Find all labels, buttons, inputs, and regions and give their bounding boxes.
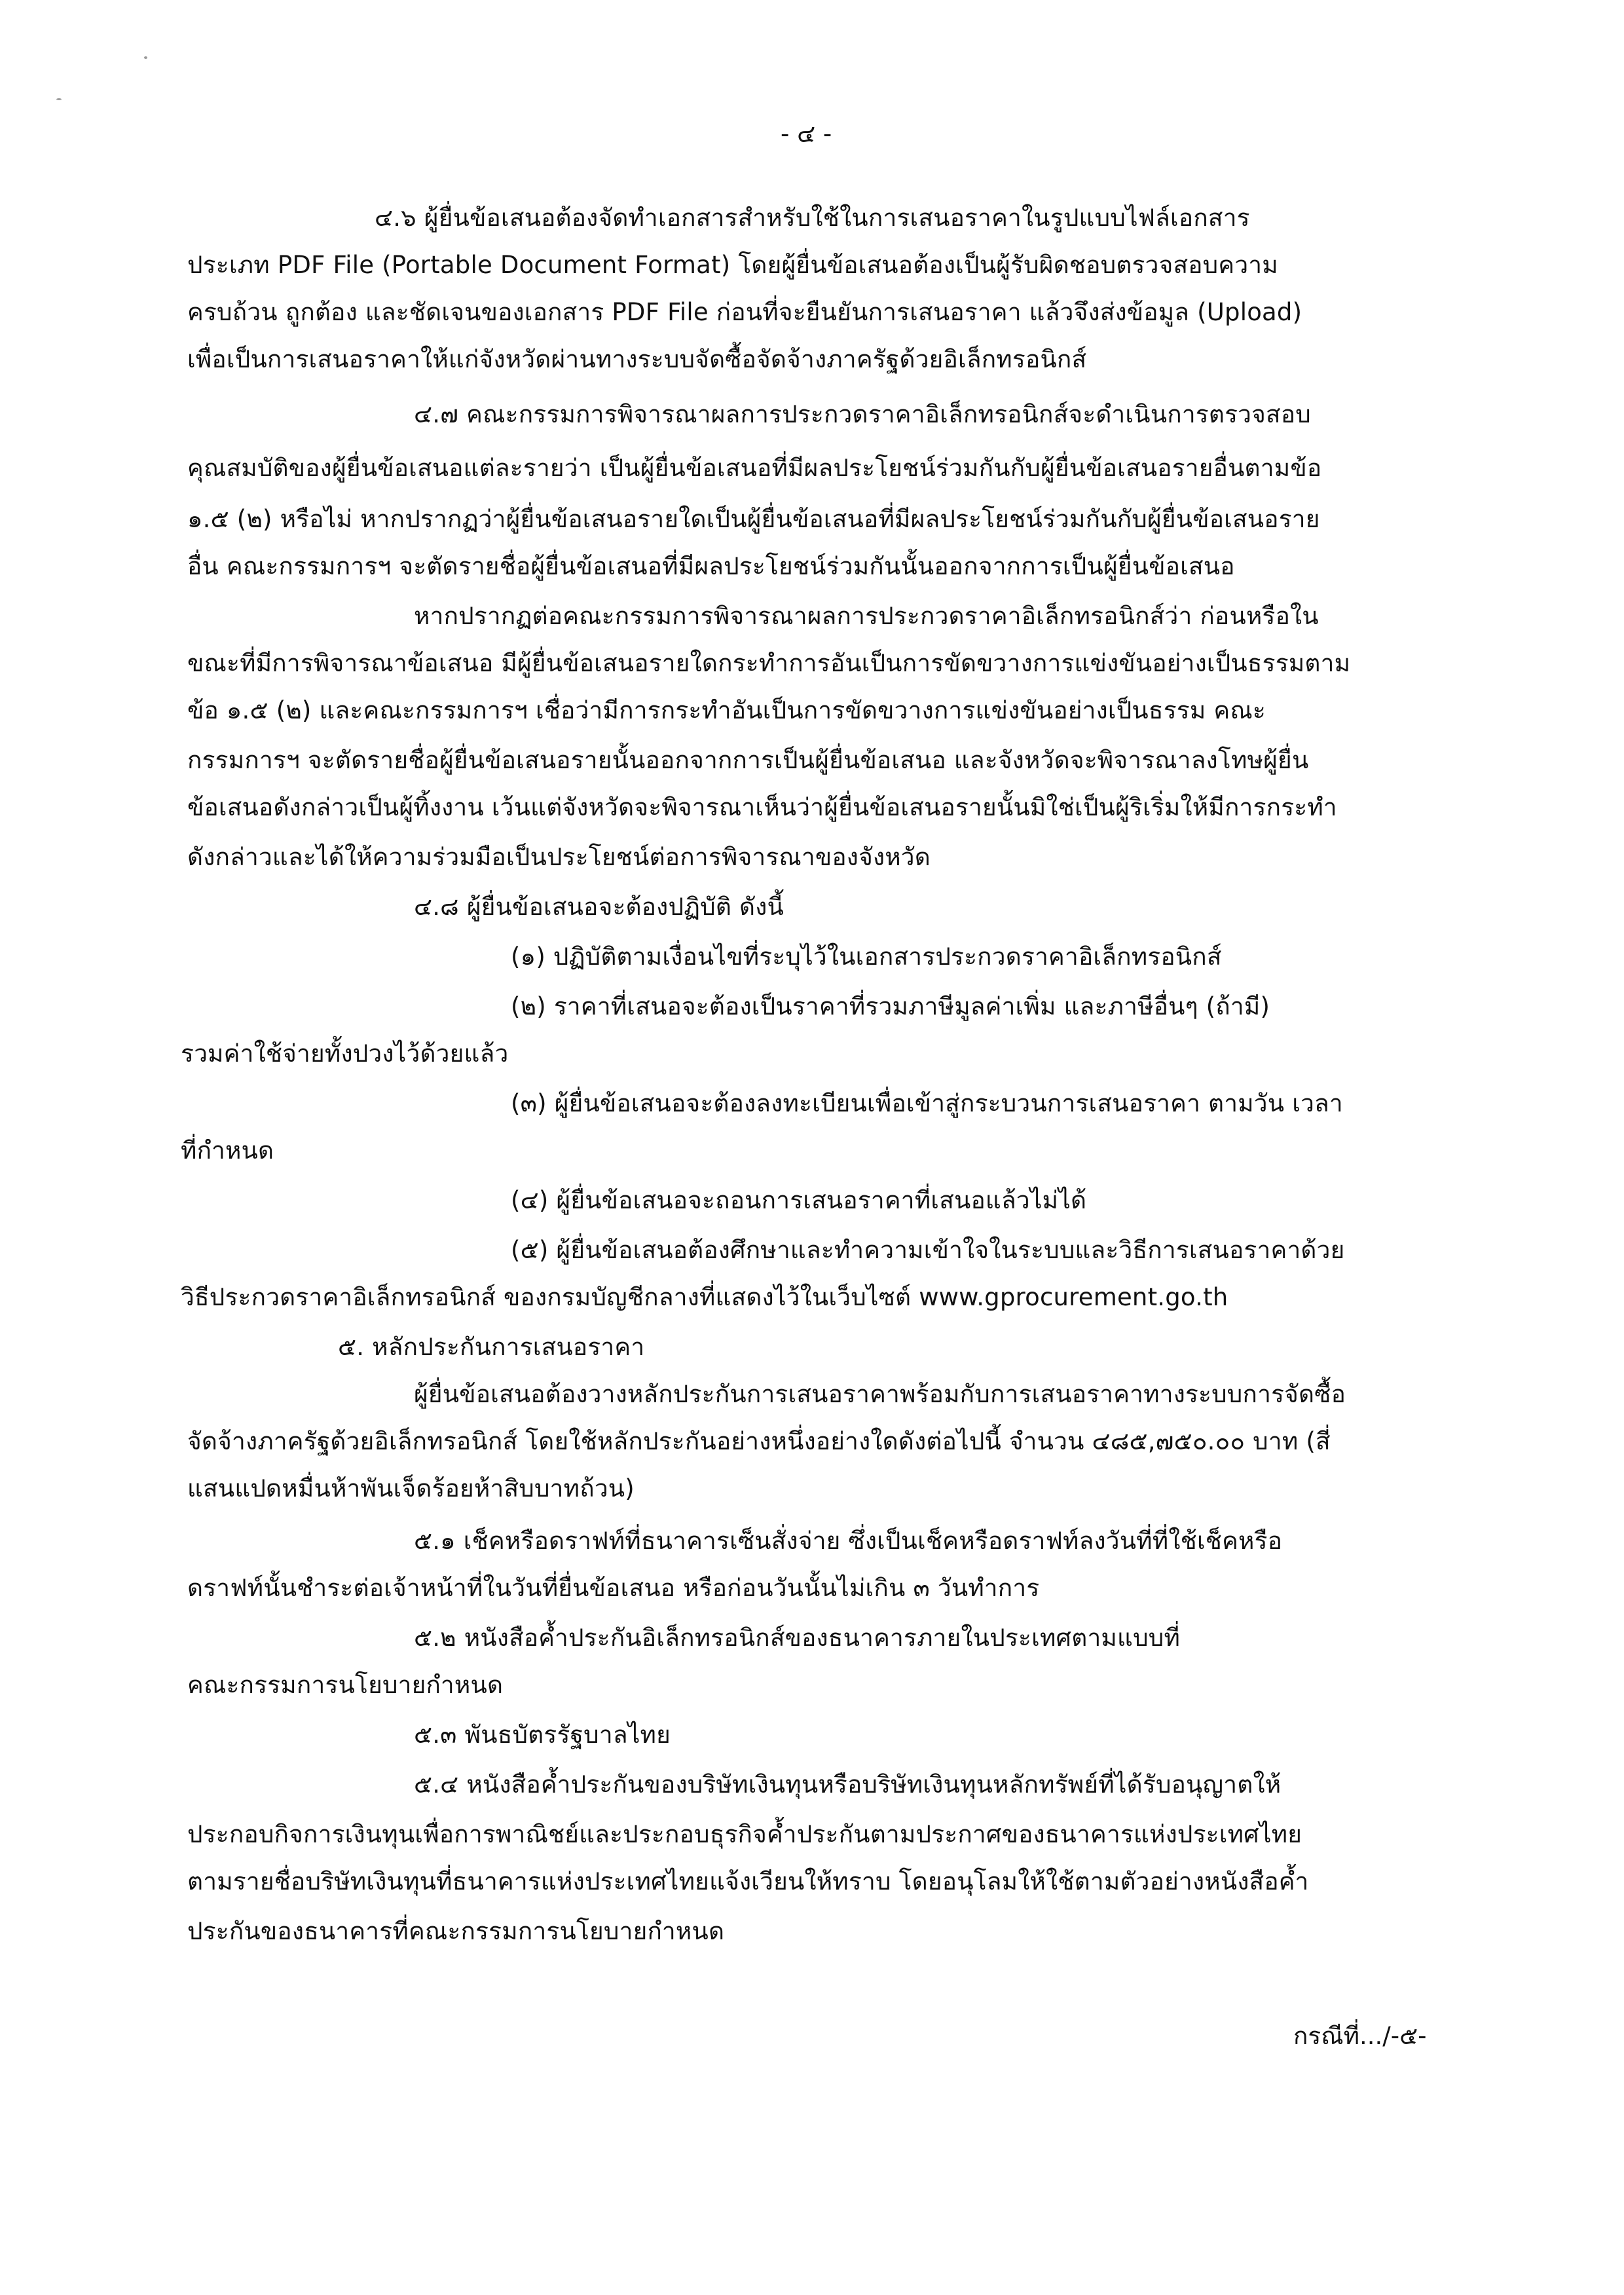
text-line: เพื่อเป็นการเสนอราคาให้แก่จังหวัดผ่านทางระบบจัดซื้อจัดจ้างภาครัฐด้วยอิเล็กทรอนิกส์: [187, 345, 1087, 373]
text-line: ข้อ ๑.๕ (๒) และคณะกรรมการฯ เชื่อว่ามีการกระทำอันเป็นการขัดขวางการแข่งขันอย่างเป็นธรรม คณะ: [187, 696, 1266, 724]
text-line: จัดจ้างภาครัฐด้วยอิเล็กทรอนิกส์ โดยใช้หลักประกันอย่างหนึ่งอย่างใดดังต่อไปนี้ จำนวน ๔๘๕,๗๕๐.๐๐ บาท (สี่: [187, 1427, 1331, 1455]
text-line: (๕) ผู้ยื่นข้อเสนอต้องศึกษาและทำความเข้าใจในระบบและวิธีการเสนอราคาด้วย: [511, 1236, 1345, 1264]
text-line: คุณสมบัติของผู้ยื่นข้อเสนอแต่ละรายว่า เป็นผู้ยื่นข้อเสนอที่มีผลประโยชน์ร่วมกันกับผู้ยื่นข้อเสนอรายอื่นตามข้อ: [187, 454, 1322, 482]
text-line: รวมค่าใช้จ่ายทั้งปวงไว้ด้วยแล้ว: [181, 1039, 509, 1068]
text-line: คณะกรรมการนโยบายกำหนด: [187, 1671, 504, 1699]
page-number: - ๔ -: [781, 120, 832, 148]
scan-speck: [56, 98, 62, 100]
text-line: ๕.๑ เช็คหรือดราฟท์ที่ธนาคารเซ็นสั่งจ่าย ซึ่งเป็นเช็คหรือดราฟท์ลงวันที่ที่ใช้เช็คหรือ: [414, 1527, 1283, 1555]
text-line: ดังกล่าวและได้ให้ความร่วมมือเป็นประโยชน์ต่อการพิจารณาของจังหวัด: [187, 843, 931, 871]
text-line: ๑.๕ (๒) หรือไม่ หากปรากฏว่าผู้ยื่นข้อเสนอรายใดเป็นผู้ยื่นข้อเสนอที่มีผลประโยชน์ร่วมกันกับผู้ยื่นข้อเสนอราย: [187, 505, 1320, 533]
text-line: วิธีประกวดราคาอิเล็กทรอนิกส์ ของกรมบัญชีกลางที่แสดงไว้ในเว็บไซต์ www.gprocurement.go.th: [181, 1283, 1228, 1311]
text-line: ข้อเสนอดังกล่าวเป็นผู้ทิ้งงาน เว้นแต่จังหวัดจะพิจารณาเห็นว่าผู้ยื่นข้อเสนอรายนั้นมิใช่เป็นผู้ริเริ่มให้มีการกระทำ: [187, 793, 1337, 821]
continuation-note: กรณีที่.../-๕-: [1293, 2022, 1427, 2050]
text-line: ครบถ้วน ถูกต้อง และชัดเจนของเอกสาร PDF File ก่อนที่จะยืนยันการเสนอราคา แล้วจึงส่งข้อมูล (Upload): [187, 298, 1302, 326]
text-line: (๑) ปฏิบัติตามเงื่อนไขที่ระบุไว้ในเอกสารประกวดราคาอิเล็กทรอนิกส์: [511, 942, 1222, 971]
text-line: ประกันของธนาคารที่คณะกรรมการนโยบายกำหนด: [187, 1917, 725, 1945]
text-line: (๓) ผู้ยื่นข้อเสนอจะต้องลงทะเบียนเพื่อเข้าสู่กระบวนการเสนอราคา ตามวัน เวลา: [511, 1089, 1343, 1117]
text-line: (๔) ผู้ยื่นข้อเสนอจะถอนการเสนอราคาที่เสนอแล้วไม่ได้: [511, 1186, 1087, 1214]
text-line: หากปรากฏต่อคณะกรรมการพิจารณาผลการประกวดราคาอิเล็กทรอนิกส์ว่า ก่อนหรือใน: [414, 602, 1319, 630]
text-line: ประกอบกิจการเงินทุนเพื่อการพาณิชย์และประกอบธุรกิจค้ำประกันตามประกาศของธนาคารแห่งประเทศไทย: [187, 1820, 1302, 1848]
text-line: ๕.๒ หนังสือค้ำประกันอิเล็กทรอนิกส์ของธนาคารภายในประเทศตามแบบที่: [414, 1624, 1181, 1652]
text-line: ที่กำหนด: [181, 1136, 274, 1165]
scan-speck: [144, 56, 147, 59]
text-line: ๕.๔ หนังสือค้ำประกันของบริษัทเงินทุนหรือบริษัทเงินทุนหลักทรัพย์ที่ได้รับอนุญาตให้: [414, 1770, 1282, 1799]
text-line: ผู้ยื่นข้อเสนอต้องวางหลักประกันการเสนอราคาพร้อมกับการเสนอราคาทางระบบการจัดซื้อ: [414, 1380, 1346, 1408]
text-line: อื่น คณะกรรมการฯ จะตัดรายชื่อผู้ยื่นข้อเสนอที่มีผลประโยชน์ร่วมกันนั้นออกจากการเป็นผู้ยื่นข้อเสนอ: [187, 552, 1235, 580]
text-line: ๕.๓ พันธบัตรรัฐบาลไทย: [414, 1721, 671, 1749]
text-line: (๒) ราคาที่เสนอจะต้องเป็นราคาที่รวมภาษีมูลค่าเพิ่ม และภาษีอื่นๆ (ถ้ามี): [511, 992, 1270, 1020]
text-line: ขณะที่มีการพิจารณาข้อเสนอ มีผู้ยื่นข้อเสนอรายใดกระทำการอันเป็นการขัดขวางการแข่งขันอย่างเป็นธรรมตาม: [187, 649, 1351, 677]
section-heading: ๕. หลักประกันการเสนอราคา: [338, 1333, 645, 1361]
text-line: ดราฟท์นั้นชำระต่อเจ้าหน้าที่ในวันที่ยื่นข้อเสนอ หรือก่อนวันนั้นไม่เกิน ๓ วันทำการ: [187, 1574, 1040, 1602]
text-line: กรรมการฯ จะตัดรายชื่อผู้ยื่นข้อเสนอรายนั้นออกจากการเป็นผู้ยื่นข้อเสนอ และจังหวัดจะพิจารณาลงโทษผู้ยื่น: [187, 746, 1309, 774]
text-line: ประเภท PDF File (Portable Document Format) โดยผู้ยื่นข้อเสนอต้องเป็นผู้รับผิดชอบตรวจสอบความ: [187, 251, 1278, 279]
text-line: ๔.๘ ผู้ยื่นข้อเสนอจะต้องปฏิบัติ ดังนี้: [414, 893, 784, 921]
text-line: ๔.๖ ผู้ยื่นข้อเสนอต้องจัดทำเอกสารสำหรับใช้ในการเสนอราคาในรูปแบบไฟล์เอกสาร: [375, 204, 1250, 232]
text-line: แสนแปดหมื่นห้าพันเจ็ดร้อยห้าสิบบาทถ้วน): [187, 1474, 635, 1502]
text-line: ตามรายชื่อบริษัทเงินทุนที่ธนาคารแห่งประเทศไทยแจ้งเวียนให้ทราบ โดยอนุโลมให้ใช้ตามตัวอย่างหนังสือค้ำ: [187, 1867, 1309, 1895]
text-line: ๔.๗ คณะกรรมการพิจารณาผลการประกวดราคาอิเล็กทรอนิกส์จะดำเนินการตรวจสอบ: [414, 400, 1311, 428]
